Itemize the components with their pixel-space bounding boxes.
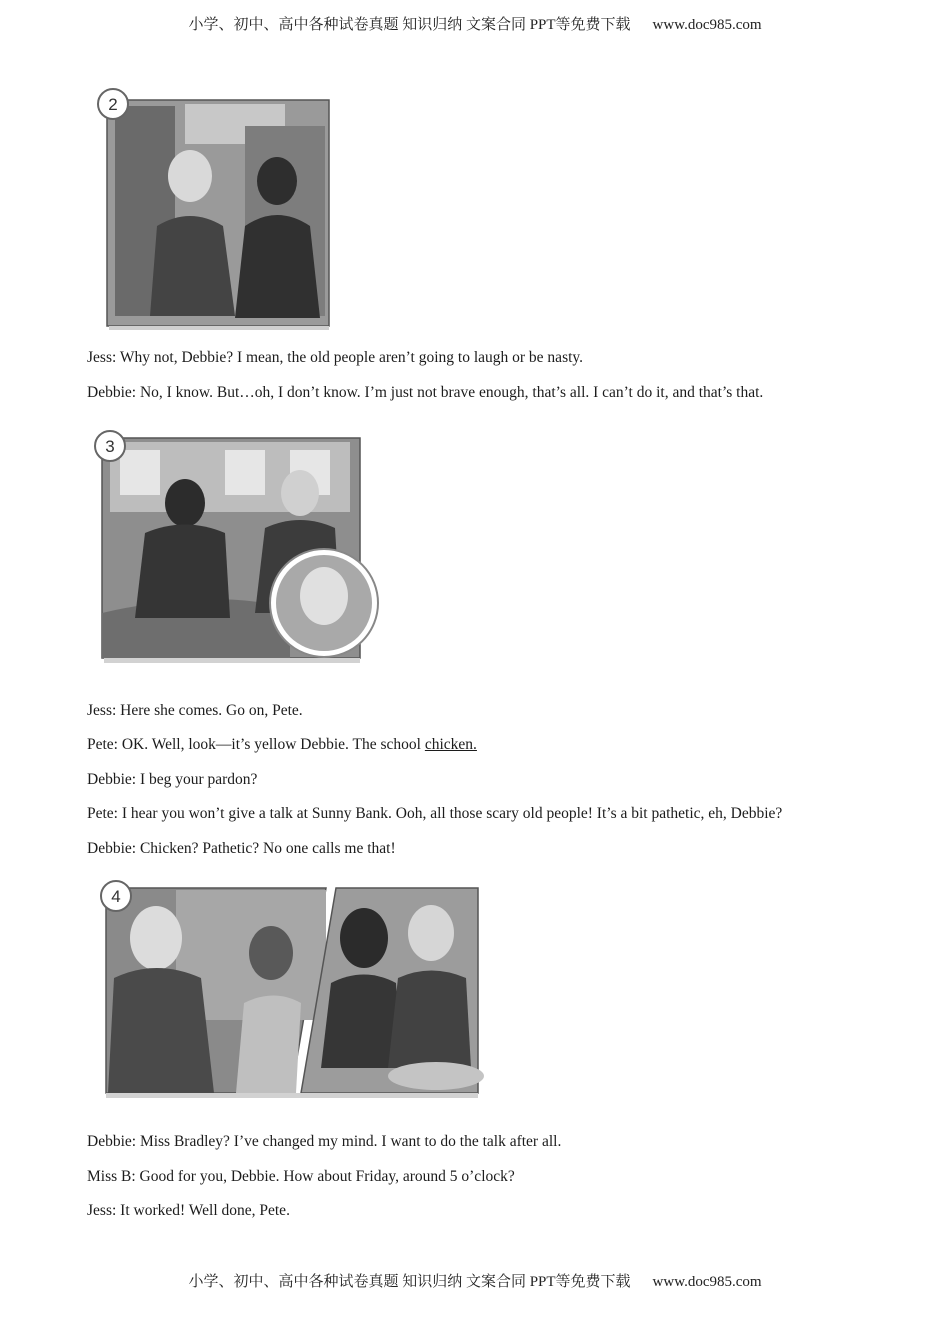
underlined-word: chicken. [424,736,477,753]
header-text: 小学、初中、高中各种试卷真题 知识归纳 文案合同 PPT等免费下载 [188,17,631,33]
dialogue-line [87,736,477,754]
dialogue-line: Debbie: Miss Bradley? I’ve changed my mind. I want to do the talk after all. [87,1133,562,1150]
dialogue-line: Debbie: No, I know. But…oh, I don’t know. I’m just not brave enough, that’s all. I can’t do it, and that’s that. [87,384,764,401]
dialogue-line: Pete: I hear you won’t give a talk at Sunny Bank. Ooh, all those scary old people! It’s a bit pathetic, eh, Debbie? [87,805,783,822]
panel-number: 2 [108,95,118,114]
dialogue-line: Jess: Why not, Debbie? I mean, the old people aren’t going to laugh or be nasty. [87,349,584,366]
header-site[interactable]: www.doc985.com [652,17,762,33]
dialogue-line: Debbie: I beg your pardon? [87,771,258,788]
photo-panel-4 [96,878,484,1104]
dialogue-line: Debbie: Chicken? Pathetic? No one calls me that! [87,840,396,857]
photo-panel-2 [95,86,335,338]
page-footer [0,1270,950,1291]
footer-text: 小学、初中、高中各种试卷真题 知识归纳 文案合同 PPT等免费下载 [188,1274,631,1290]
dialogue-text: Pete: OK. Well, look—it’s yellow Debbie. The school [87,736,425,753]
dialogue-line: Miss B: Good for you, Debbie. How about Friday, around 5 o’clock? [87,1168,515,1185]
footer-site[interactable]: www.doc985.com [652,1274,762,1290]
photo-panel-3 [90,428,382,672]
panel-number: 3 [105,437,115,456]
dialogue-line: Jess: Here she comes. Go on, Pete. [87,702,303,719]
panel-number: 4 [111,887,121,906]
page-header [0,13,950,34]
dialogue-line: Jess: It worked! Well done, Pete. [87,1202,290,1219]
